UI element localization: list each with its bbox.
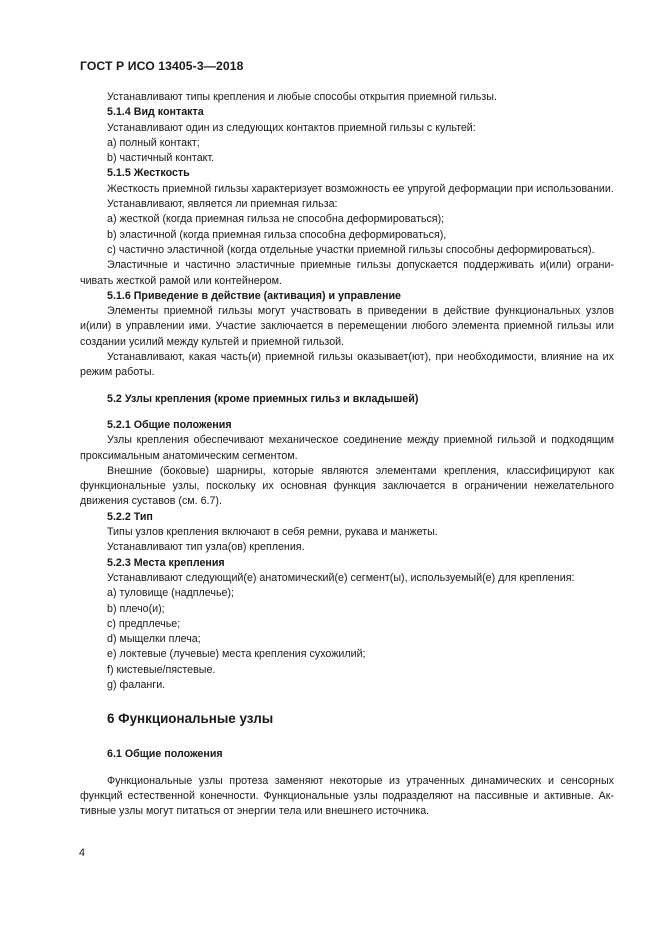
section-5-1-5-paragraph-3: Эластичные и частично эластичные приемные гильзы допускается поддерживать и(или) ограничивать жесткой рамой или контейнером. [80, 259, 614, 287]
list-item: g) фаланги. [107, 678, 166, 691]
list-item: c) частично эластичной (когда отдельные участки приемной гильзы способны деформироваться). [107, 243, 595, 256]
section-6-1-paragraph-1: Функциональные узлы протеза заменяют некоторые из утраченных динамических и сенсорных функций естественной конечности. Функциональные узлы подразделяют на пассивные и активные. Активные узлы могут питаться от энергии тела или внешнего источника. [80, 774, 614, 818]
section-5-1-6-heading: 5.1.6 Приведение в действие (активация) и управление [107, 289, 401, 302]
list-item: e) локтевые (лучевые) места крепления сухожилий; [107, 648, 366, 661]
list-item: f) кистевые/пястевые. [107, 663, 216, 676]
section-5-1-5-heading: 5.1.5 Жесткость [107, 167, 190, 180]
section-5-2-3-text: Устанавливают следующий(е) анатомический(е) сегмент(ы), используемый(е) для крепления: [107, 571, 575, 584]
section-5-2-1-paragraph-2: Внешние (боковые) шарниры, которые являются элементами крепления, классифицируют как функциональные узлы, поскольку их основная функция заключается в ограничении нежелательного движения суставов (см. 6.7). [80, 464, 614, 508]
document-header: ГОСТ Р ИСО 13405-3—2018 [80, 59, 244, 73]
section-5-2-2-paragraph-2: Устанавливают тип узла(ов) крепления. [107, 541, 305, 554]
intro-paragraph: Устанавливают типы крепления и любые способы открытия приемной гильзы. [107, 91, 497, 103]
list-item: b) эластичной (когда приемная гильза способна деформироваться), [107, 228, 447, 241]
list-item: d) мыщелки плеча; [107, 633, 201, 646]
section-5-2-1-heading: 5.2.1 Общие положения [107, 418, 232, 431]
section-6-1-heading: 6.1 Общие положения [107, 748, 223, 761]
list-item: c) предплечье; [107, 617, 181, 630]
list-item: b) плечо(и); [107, 602, 165, 615]
section-5-1-5-paragraph-2: Устанавливают, является ли приемная гильза: [107, 198, 338, 211]
document-body [80, 90, 614, 819]
section-5-1-6-paragraph-1: Элементы приемной гильзы могут участвовать в приведении в действие функциональных узлов и(или) в управлении ими. Участие заключается в перемещении любого элемента приемной гильзы или создании усилий между культей и приемной гильзой. [80, 305, 614, 348]
section-5-2-heading: 5.2 Узлы крепления (кроме приемных гильз и вкладышей) [107, 392, 419, 405]
section-5-1-5-paragraph-1: Жесткость приемной гильзы характеризует возможность ее упругой деформации при использовании. [107, 182, 614, 195]
section-5-2-3-heading: 5.2.3 Места крепления [107, 556, 225, 569]
list-item: a) жесткой (когда приемная гильза не способна деформироваться); [107, 213, 445, 226]
section-5-1-4-text: Устанавливают один из следующих контактов приемной гильзы с культей: [107, 121, 476, 134]
section-5-2-1-paragraph-1: Узлы крепления обеспечивают механическое соединение между приемной гильзой и подходящим проксимальным анатомическим сегментом. [80, 434, 614, 462]
section-5-1-6-paragraph-2: Устанавливают, какая часть(и) приемной гильзы оказывает(ют), при необходимости, влияние на их режим работы. [80, 351, 614, 379]
page-number: 4 [79, 847, 85, 859]
section-5-1-4-heading: 5.1.4 Вид контакта [107, 106, 204, 119]
list-item: a) полный контакт; [107, 136, 200, 149]
list-item: b) частичный контакт. [107, 152, 215, 165]
section-5-2-2-heading: 5.2.2 Тип [107, 510, 153, 523]
section-6-heading: 6 Функциональные узлы [107, 711, 274, 727]
section-5-2-2-paragraph-1: Типы узлов крепления включают в себя ремни, рукава и манжеты. [107, 526, 438, 539]
list-item: a) туловище (надплечье); [107, 587, 234, 600]
